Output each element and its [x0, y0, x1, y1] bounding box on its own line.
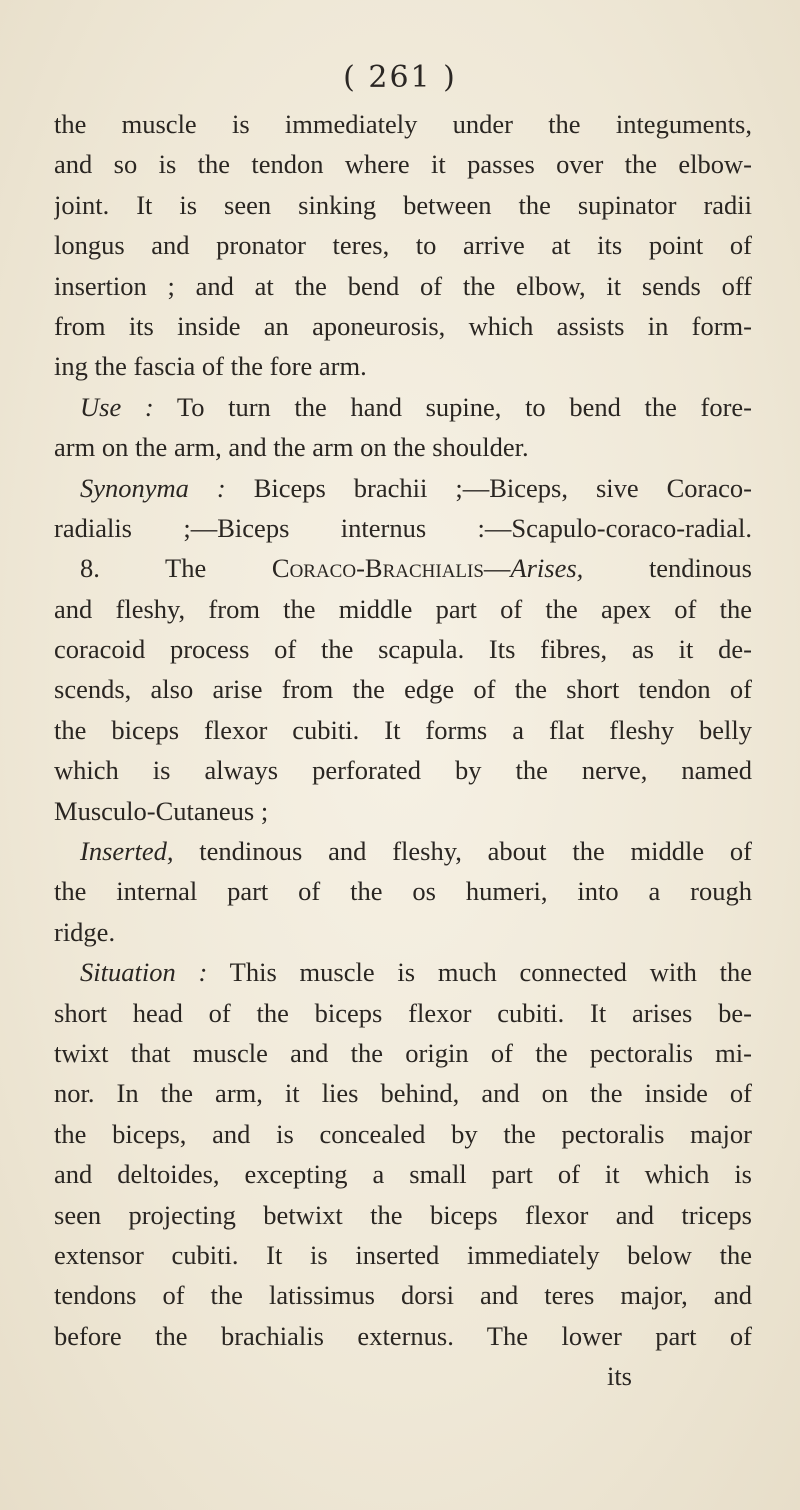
text-run: ing the fascia of the fore arm.	[54, 351, 367, 382]
italic-run: Use :	[80, 391, 154, 422]
text-line	[54, 185, 752, 225]
text-line	[54, 1033, 752, 1073]
text-run: from its inside an aponeurosis, which assists in form-	[54, 310, 752, 341]
text-run: nor. In the arm, it lies behind, and on the inside of	[54, 1078, 752, 1109]
text-line	[54, 1154, 752, 1194]
text-run: twixt that muscle and the origin of the pectoralis mi-	[54, 1037, 752, 1068]
body-text	[54, 104, 752, 1397]
text-run: ridge.	[54, 916, 116, 947]
italic-run: Situation :	[80, 957, 208, 988]
text-run: coracoid process of the scapula. Its fibres, as it de-	[54, 634, 752, 665]
text-line	[54, 871, 752, 911]
text-run: seen projecting betwixt the biceps flexor and triceps	[54, 1199, 752, 1230]
text-line	[54, 1114, 752, 1154]
text-line	[54, 144, 752, 184]
text-run: insertion ; and at the bend of the elbow, it sends off	[54, 270, 752, 301]
text-run: and fleshy, from the middle part of the apex of the	[54, 593, 752, 624]
text-run: This muscle is much connected with the	[207, 957, 752, 988]
small-caps-run: Coraco-Brachialis	[271, 553, 484, 584]
text-run: —	[483, 553, 511, 584]
text-line	[54, 468, 752, 508]
text-line	[54, 104, 752, 144]
text-run: the biceps flexor cubiti. It forms a flat fleshy belly	[54, 714, 752, 745]
text-run: before the brachialis externus. The lower part of	[54, 1320, 752, 1351]
text-line	[54, 1275, 752, 1315]
text-run: which is always perforated by the nerve, named	[54, 755, 752, 786]
page-number: ( 261 )	[343, 60, 457, 95]
text-run: radialis ;—Biceps internus :—Scapulo-coraco-radial.	[54, 512, 752, 543]
text-line	[54, 387, 752, 427]
text-run: tendinous and fleshy, about the middle of	[173, 836, 752, 867]
text-line	[54, 306, 752, 346]
text-run: longus and pronator teres, to arrive at its point of	[54, 230, 752, 261]
text-run: tendinous	[583, 553, 752, 584]
text-line	[54, 750, 752, 790]
text-run: scends, also arise from the edge of the short tendon of	[54, 674, 752, 705]
text-line	[54, 831, 752, 871]
text-line	[54, 1073, 752, 1113]
text-line	[54, 993, 752, 1033]
italic-run: Inserted,	[80, 836, 174, 867]
text-line	[54, 669, 752, 709]
text-line	[54, 346, 752, 386]
text-run: To turn the hand supine, to bend the fore-	[153, 391, 752, 422]
text-line	[54, 1235, 752, 1275]
text-line	[54, 508, 752, 548]
italic-run: Arises,	[510, 553, 584, 584]
text-line	[54, 912, 752, 952]
text-line	[54, 589, 752, 629]
text-run: the biceps, and is concealed by the pectoralis major	[54, 1118, 752, 1149]
text-run: Musculo-Cutaneus ;	[54, 795, 269, 826]
italic-run: Synonyma :	[80, 472, 226, 503]
text-run: and deltoides, excepting a small part of it which is	[54, 1159, 752, 1190]
text-line	[54, 710, 752, 750]
text-run: 8. The	[80, 553, 272, 584]
text-run: the internal part of the os humeri, into a rough	[54, 876, 752, 907]
text-run: and so is the tendon where it passes over the elbow-	[54, 149, 752, 180]
text-run: short head of the biceps flexor cubiti. It arises be-	[54, 997, 752, 1028]
text-run: joint. It is seen sinking between the supinator radii	[54, 189, 752, 220]
text-run: tendons of the latissimus dorsi and teres major, and	[54, 1280, 752, 1311]
text-line	[54, 629, 752, 669]
text-line	[54, 791, 752, 831]
text-line	[54, 548, 752, 588]
text-line	[54, 427, 752, 467]
text-line	[54, 1316, 752, 1356]
catchword	[54, 1356, 752, 1396]
text-line	[54, 266, 752, 306]
text-run: arm on the arm, and the arm on the shoulder.	[54, 432, 529, 463]
text-run: the muscle is immediately under the integuments,	[54, 109, 752, 139]
text-run: its	[606, 1361, 632, 1392]
text-line	[54, 1195, 752, 1235]
text-run: extensor cubiti. It is inserted immediately below the	[54, 1239, 752, 1270]
text-run: Biceps brachii ;—Biceps, sive Coraco-	[225, 472, 752, 503]
text-line	[54, 952, 752, 992]
text-line	[54, 225, 752, 265]
